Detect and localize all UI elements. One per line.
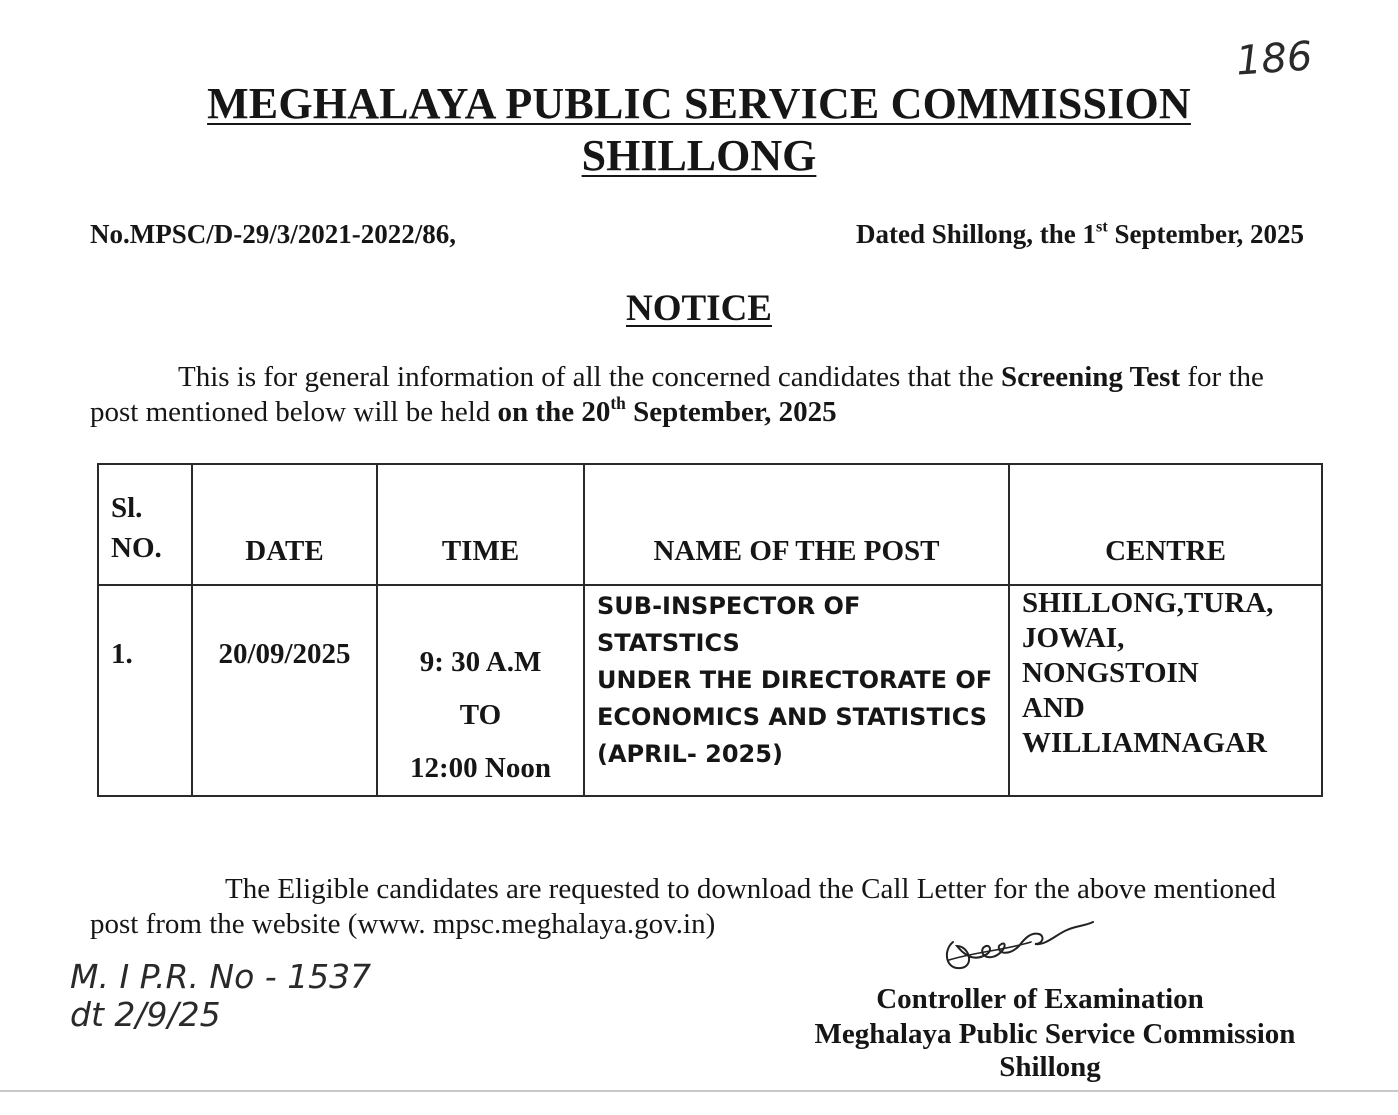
reference-number: No.MPSC/D-29/3/2021-2022/86, [90, 219, 456, 249]
schedule-table [97, 463, 1323, 797]
date-suffix-sup: st [1096, 217, 1108, 236]
cell-post [584, 585, 1009, 796]
header-sl-line1: Sl. [111, 492, 143, 524]
centre-line: NONGSTOIN [1022, 657, 1199, 689]
organization-city: SHILLONG [581, 131, 817, 180]
receipt-line: M. I P.R. No - 1537 [70, 957, 372, 996]
paragraph-line: The Eligible candidates are requested to download the Call Letter for the above mentioned [225, 873, 1276, 905]
paragraph-line [90, 392, 1310, 430]
receipt-line: dt 2/9/25 [70, 995, 221, 1034]
table-row [98, 585, 1322, 796]
centre-line: AND [1022, 692, 1085, 724]
sup-run: th [610, 392, 626, 413]
centre-line: JOWAI, [1022, 622, 1125, 654]
text-run: This is for general information of all the concerned candidates that the [178, 361, 1001, 393]
paragraph-line: post from the website (www. mpsc.meghalaya.gov.in) [90, 908, 716, 940]
header-post: NAME OF THE POST [584, 464, 1009, 585]
header-sl-no [98, 464, 192, 585]
signatory-city: Shillong [999, 1051, 1101, 1083]
cell-date: 20/09/2025 [192, 585, 377, 796]
post-line: SUB-INSPECTOR OF STATSTICS [597, 592, 861, 657]
text-run: post mentioned below will be held [90, 396, 498, 428]
cell-sl-no: 1. [98, 585, 192, 796]
table-header-row [98, 464, 1322, 585]
post-line: UNDER THE DIRECTORATE OF [597, 666, 993, 694]
date-suffix: September, 2025 [1107, 219, 1304, 249]
notice-paragraph [90, 360, 1310, 430]
text-run: for the [1180, 361, 1264, 393]
cell-centre [1009, 585, 1322, 796]
post-line: ECONOMICS AND STATISTICS [597, 703, 988, 731]
handwritten-page-number: 186 [1234, 33, 1314, 85]
signatory-organization: Meghalaya Public Service Commission [814, 1018, 1296, 1050]
centre-line: WILLIAMNAGAR [1022, 727, 1267, 759]
header-date: DATE [192, 464, 377, 585]
handwritten-signature [935, 912, 1105, 982]
time-to: 12:00 Noon [410, 752, 551, 784]
centre-line: SHILLONG,TURA, [1022, 587, 1274, 619]
scan-edge-divider [0, 1090, 1398, 1092]
signatory-title: Controller of Examination [876, 983, 1204, 1015]
bold-run [497, 392, 837, 428]
bold-run: Screening Test [1000, 361, 1181, 393]
paragraph-line [90, 360, 1310, 395]
notice-heading: NOTICE [626, 288, 772, 329]
cell-time [377, 585, 584, 796]
organization-name: MEGHALAYA PUBLIC SERVICE COMMISSION [207, 79, 1191, 128]
handwritten-receipt-note [70, 958, 371, 1034]
time-from: 9: 30 A.M [419, 646, 542, 678]
header-centre: CENTRE [1009, 464, 1322, 585]
header-time: TIME [377, 464, 584, 585]
date-prefix: Dated Shillong, the 1 [856, 219, 1097, 249]
instruction-paragraph [90, 872, 1315, 942]
post-line: (APRIL- 2025) [597, 740, 783, 768]
text-run: September, 2025 [625, 396, 837, 428]
time-to-word: TO [459, 699, 502, 731]
notice-date [856, 219, 1304, 250]
header-sl-line2: NO. [111, 532, 162, 564]
text-run: on the 20 [497, 396, 611, 428]
